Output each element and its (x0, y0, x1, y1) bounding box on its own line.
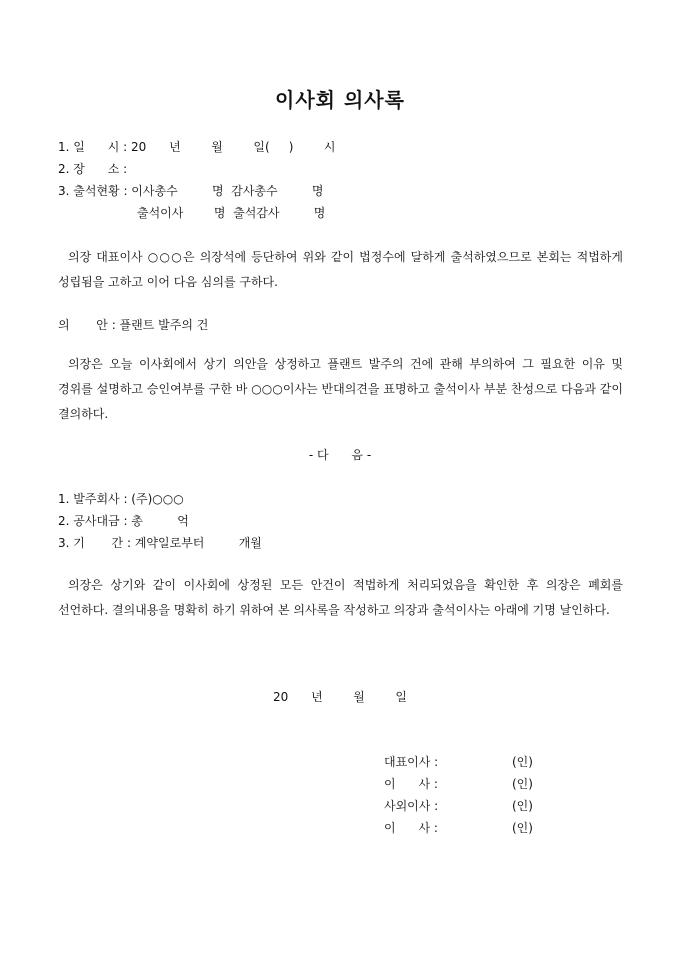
resolution-item-amount: 2. 공사대금 : 총 억 (58, 514, 189, 528)
attendance-status-row2: 출석이사 명 출석감사 명 (137, 206, 326, 220)
signature-label: 사외이사 : (384, 799, 439, 813)
meeting-datetime: 1. 일 시 : 20 년 월 일( ) 시 (58, 140, 336, 154)
seal-mark: (인) (512, 821, 533, 835)
opening-paragraph: 의장 대표이사 ○○○은 의장석에 등단하여 위와 같이 법정수에 달하게 출석하였으므로 본회는 적법하게 성립됨을 고하고 이어 다음 심의를 구하다. (58, 250, 623, 289)
document-date: 20 년 월 일 (273, 690, 407, 704)
closing-paragraph: 의장은 상기와 같이 이사회에 상정된 모든 안건이 적법하게 처리되었음을 확인한 후 의장은 폐회를 선언하다. 결의내용을 명확히 하기 위하여 본 의사록을 작성하고 의장과 출석이사는 아래에 기명 날인하다. (58, 578, 623, 617)
discussion-paragraph: 의장은 오늘 이사회에서 상기 의안을 상정하고 플랜트 발주의 건에 관해 부의하여 그 필요한 이유 및 경위를 설명하고 승인여부를 구한 바 ○○○이사는 반대의견을 표명하고 출석이사 부분 찬성으로 다음과 같이 결의하다. (58, 357, 623, 421)
resolution-item-period: 3. 기 간 : 계약일로부터 개월 (58, 536, 262, 550)
signature-label: 이 사 : (384, 777, 438, 791)
agenda-line: 의 안 : 플랜트 발주의 건 (58, 318, 209, 332)
resolution-item-company: 1. 발주회사 : (주)○○○ (58, 492, 184, 506)
seal-mark: (인) (512, 799, 533, 813)
attendance-status-row1: 3. 출석현황 : 이사총수 명 감사총수 명 (58, 184, 324, 198)
seal-mark: (인) (512, 777, 533, 791)
signature-label: 대표이사 : (384, 755, 439, 769)
document-title: 이사회 의사록 (275, 88, 405, 112)
seal-mark: (인) (512, 755, 533, 769)
signature-label: 이 사 : (384, 821, 438, 835)
section-heading: - 다 음 - (308, 448, 372, 462)
meeting-place: 2. 장 소 : (58, 162, 128, 176)
